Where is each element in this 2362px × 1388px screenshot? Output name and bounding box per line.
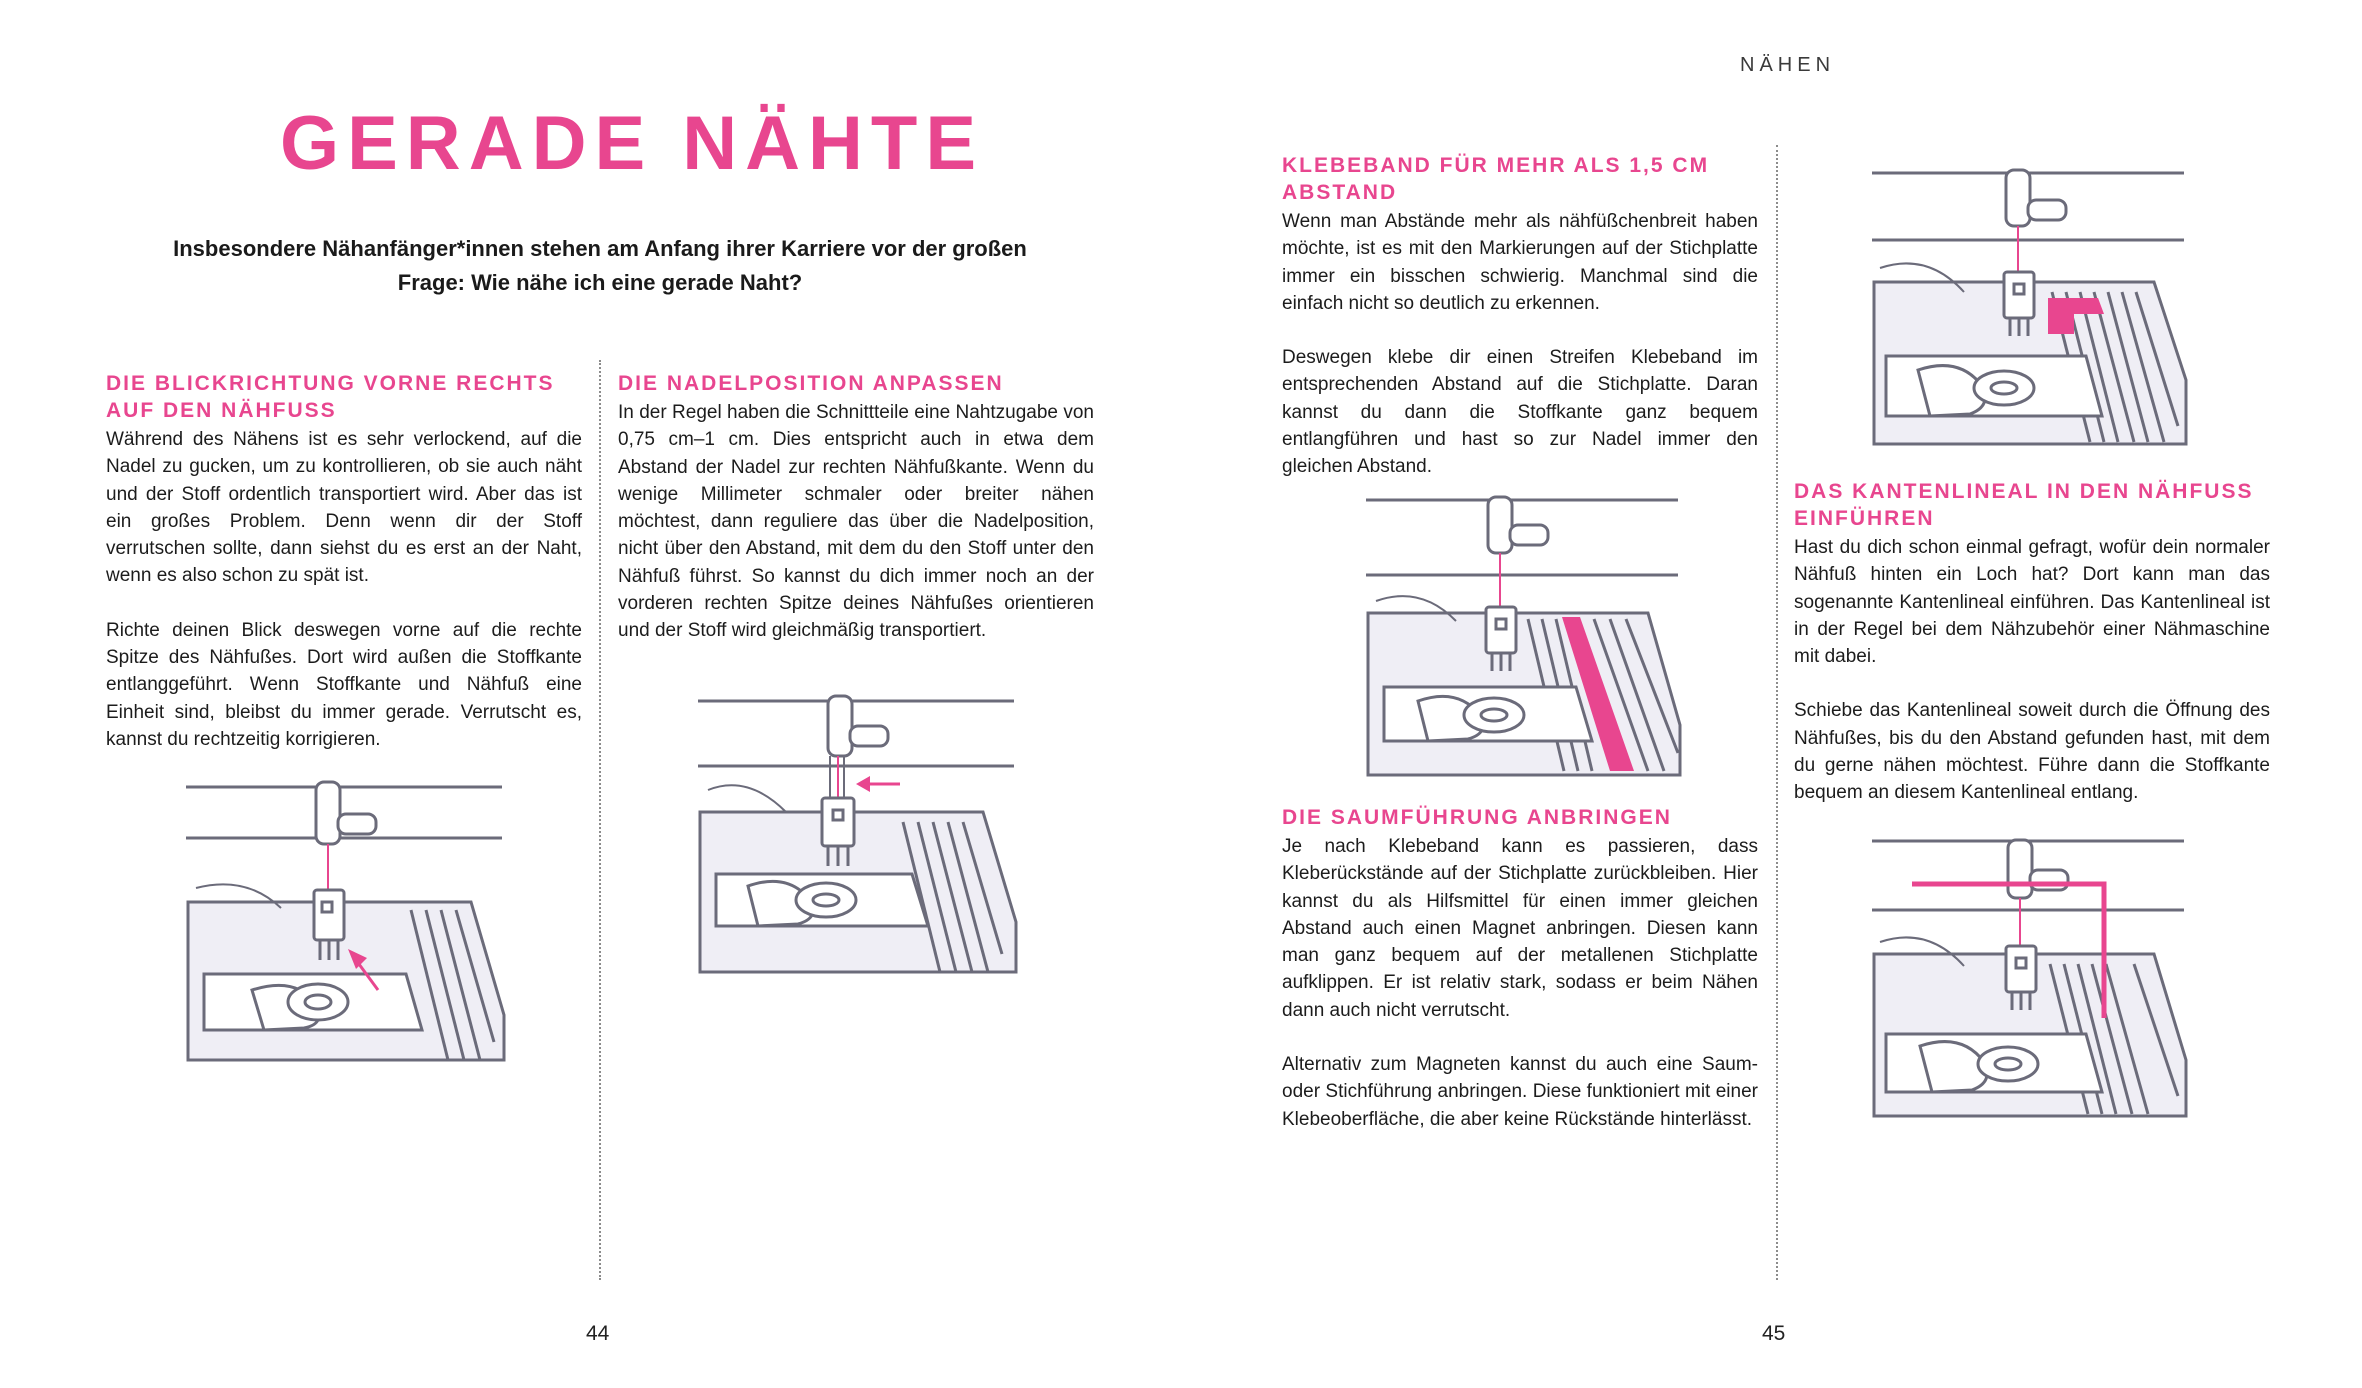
body-blickrichtung [106,426,582,753]
illustration-edge-guide [1872,838,2192,1128]
body-saumfuehrung [1282,833,1758,1133]
section-label: NÄHEN [1740,54,1836,76]
column-divider [1776,145,1778,1280]
paragraph: Schiebe das Kantenlineal soweit durch die Öffnung des Nähfußes, bis du den Abstand gefunden hast, mit dem du gerne nähen möchtest. Führe dann die Stoffkante bequem an diesem Kantenlineal entlang. [1794,700,2270,804]
paragraph: Wenn man Abstände mehr als nähfüßchenbreit haben möchte, ist es mit den Markierungen auf der Stichplatte immer ein bisschen schwierig. Manchmal sind die einfach nicht so deutlich zu erkennen. [1282,211,1758,314]
heading-saumfuehrung: DIE SAUMFÜHRUNG ANBRINGEN [1282,806,1672,829]
body-nadelposition [618,399,1094,645]
paragraph: In der Regel haben die Schnittteile eine Nahtzugabe von 0,75 cm–1 cm. Dies entspricht auch in etwa dem Abstand der Nadel zur rechten Nähfußkante. Wenn du wenige Millimeter schmaler oder breiter nähen möchtest, dann reguliere das über die Nadelposition, nicht über den Abstand, mit dem du den Stoff unter den Nähfuß führst. So kannst du dich immer noch an der vorderen rechten Spitze deines Nähfußes orientieren und der Stoff wird gleichmäßig transportiert. [618,402,1094,642]
paragraph: Während des Nähens ist es sehr verlockend, auf die Nadel zu gucken, um zu kontrollieren, ob sie auch näht und der Stoff ordentlich transportiert wird. Aber das ist ein großes Problem. Denn wenn dir der Stoff verrutschen sollte, dann siehst du es erst an der Naht, wenn es also schon zu spät ist. [106,429,582,587]
body-klebeband [1282,208,1758,481]
heading-klebeband: KLEBEBAND FÜR MEHR ALS 1,5 CM ABSTAND [1282,154,1710,204]
paragraph: Je nach Klebeband kann es passieren, dass Kleberückstände auf der Stichplatte zurückbleiben. Hier kannst du als Hilfsmittel für einen immer gleichen Abstand auch einen Magnet anbringen. Diesen kann man ganz bequem auf der metallenen Stichplatte aufklippen. Er ist relativ stark, sodass er beim Nähen dann auch nicht verrutscht. [1282,836,1758,1021]
illustration-tape-guide [1366,495,1686,785]
paragraph: Richte deinen Blick deswegen vorne auf die rechte Spitze des Nähfußes. Dort wird außen die Stoffkante entlanggeführt. Wenn Stoffkante und Nähfuß eine Einheit sind, bleibst du immer gerade. Verrutscht es, kannst du rechtzeitig korrigieren. [106,619,582,750]
intro-text: Insbesondere Nähanfänger*innen stehen am Anfang ihrer Karriere vor der großen Frage: Wie nähe ich eine gerade Naht? [173,236,1027,295]
page-number-left: 44 [586,1322,610,1345]
illustration-magnet-guide [1872,170,2192,450]
paragraph: Alternativ zum Magneten kannst du auch eine Saum- oder Stichführung anbringen. Diese funktioniert mit einer Klebeoberfläche, die aber keine Rückstände hinterlässt. [1282,1054,1758,1130]
paragraph: Hast du dich schon einmal gefragt, wofür dein normaler Nähfuß hinten ein Loch hat? Dort kann man das sogenannte Kantenlineal einführen. Das Kantenlineal ist in der Regel bei dem Nähzubehör einer Nähmaschine mit dabei. [1794,537,2270,668]
heading-blickrichtung: DIE BLICKRICHTUNG VORNE RECHTS AUF DEN NÄHFUSS [106,372,555,422]
page-title: GERADE NÄHTE [280,101,985,186]
heading-kantenlineal: DAS KANTENLINEAL IN DEN NÄHFUSS EINFÜHREN [1794,480,2254,530]
heading-nadelposition: DIE NADELPOSITION ANPASSEN [618,372,1004,395]
illustration-sewing-foot-arrow [186,780,506,1070]
page-number-right: 45 [1762,1322,1786,1345]
illustration-needle-position-arrow [698,694,1018,984]
paragraph: Deswegen klebe dir einen Streifen Klebeband im entsprechenden Abstand auf die Stichplatte. Daran kannst du dann die Stoffkante ganz bequem entlangführen und hast so zur Nadel immer den gleichen Abstand. [1282,347,1758,478]
body-kantenlineal [1794,534,2270,807]
column-divider [599,360,601,1280]
